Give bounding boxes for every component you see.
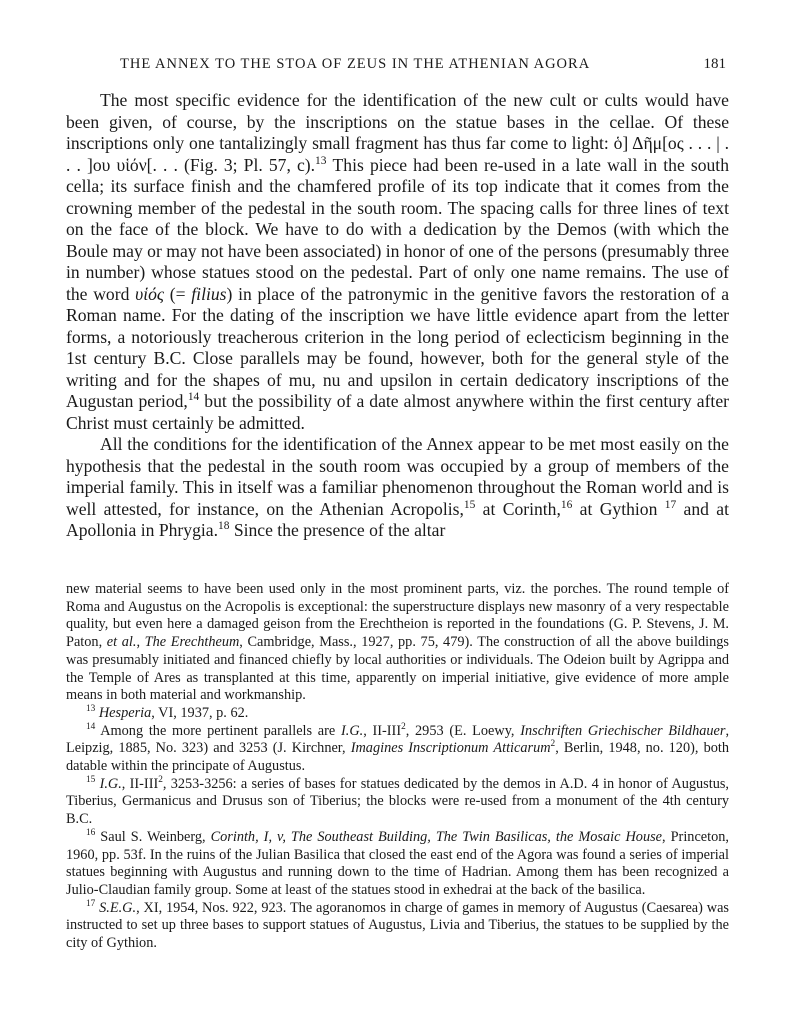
- footnote-ref: 18: [217, 520, 230, 533]
- footnote-ref: 13: [315, 154, 327, 167]
- footnotes: [66, 581, 729, 953]
- footnote-ref: 14: [187, 391, 200, 404]
- paragraph-2: All the conditions for the identification of the Annex appear to be met most easily on the hypothesis that the pedestal in the south room was occupied by a group of members of the imperial family. This in itself was a familiar phenomenon throughout the Roman world and is well attested, for instance, on the Athenian Acropolis,$^{15}$ at Corinth,$^{16}$ at Gythion $^{17}$ and at Apollonia in Phrygia.$^{18}$ Since the presence of the altar: [66, 434, 729, 540]
- footnote-16: $^{16}$ Saul S. Weinberg, Corinth, I, v, The Southeast Building, The Twin Basilicas, the Mosaic House, Princeton, 1960, pp. 53f. In the ruins of the Julian Basilica that closed the east end of the Agora was found a series of imperial statues beginning with Augustus and running down to the time of Hadrian. Among them has been recognized a Julio-Claudian family group. Some at least of the statues stood in exhedrai at the back of the basilica.: [66, 828, 729, 898]
- footnote-14: $^{14}$ Among the more pertinent parallels are I.G., II-III$^2$, 2953 (E. Loewy, Inschriften Griechischer Bildhauer, Leipzig, 1885, No. 323) and 3253 (J. Kirchner, Imagines Inscriptionum Atticarum$^2$, Berlin, 1948, no. 120), both datable within the principate of Augustus.: [66, 721, 730, 775]
- running-title: THE ANNEX TO THE STOA OF ZEUS IN THE ATHENIAN AGORA: [120, 56, 591, 72]
- page-number: 181: [703, 56, 726, 72]
- footnote-13: $^{13}$ Hesperia, VI, 1937, p. 62.: [86, 704, 249, 721]
- page-header: [66, 56, 726, 80]
- footnote-ref: 16: [560, 498, 573, 511]
- main-text: [66, 90, 729, 542]
- paragraph-1: The most specific evidence for the identification of the new cult or cults would have been given, of course, by the inscriptions on the statue bases in the cellae. Of these inscriptions only one tantalizingly small fragment has thus far come to light: ὁ] Δῆμ[ος . . . | . . . ]ου υἱόν[. . . (Fig. 3; Pl. 57, c).$^{13}$ This piece had been re-used in a late wall in the south cella; its surface finish and the chamfered profile of its top indicate that it comes from the crowning member of the pedestal in the south room. The spacing calls for three lines of text on the face of the block. We have to do with a dedication by the Demos (with which the Boule may or may not have been associated) in honor of one of the persons (presumably three in number) whose statues stood on the pedestal. Part of only one name remains. The use of the word υἱός (= filius) in place of the patronymic in the genitive favors the restoration of a Roman name. For the dating of the inscription we have little evidence apart from the letter forms, a notoriously treacherous criterion in the long period of eclecticism beginning in the 1st century B.C. Close parallels may be found, however, both for the general style of the writing and for the shapes of mu, nu and upsilon in certain dedicatory inscriptions of the Augustan period,$^{14}$ but the possibility of a date almost anywhere within the first century after Christ must certainly be admitted.: [66, 90, 729, 433]
- footnote-continued: new material seems to have been used only in the most prominent parts, viz. the porches. The round temple of Roma and Augustus on the Acropolis is exceptional: the superstructure displays new masonry of a very respectable quality, but even here a damaged geison from the Erechtheion is reported in the foundations (G. P. Stevens, J. M. Paton, et al., The Erechtheum, Cambridge, Mass., 1927, pp. 75, 479). The construction of all the above buildings was presumably initiated and financed chiefly by local authorities or individuals. The Odeion built by Agrippa and the Temple of Ares as transplanted at this time, apparently on imperial initiative, give evidence of more ample means in both material and workmanship.: [66, 581, 729, 704]
- footnote-ref: 15: [463, 498, 476, 511]
- footnote-15: $^{15}$ I.G., II-III$^2$, 3253-3256: a series of bases for statues dedicated by the demos in A.D. 4 in honor of Augustus, Tiberius, Germanicus and Drusus son of Tiberius; the blocks were re-used from a monument of the 4th century B.C.: [66, 774, 730, 828]
- footnote-ref: 17: [664, 498, 677, 511]
- footnote-17: $^{17}$ S.E.G., XI, 1954, Nos. 922, 923. The agoranomos in charge of games in memory of Augustus (Caesarea) was instructed to set up three bases to support statues of Augustus, Livia and Tiberius, the statues to be supplied by the city of Gythion.: [66, 898, 729, 952]
